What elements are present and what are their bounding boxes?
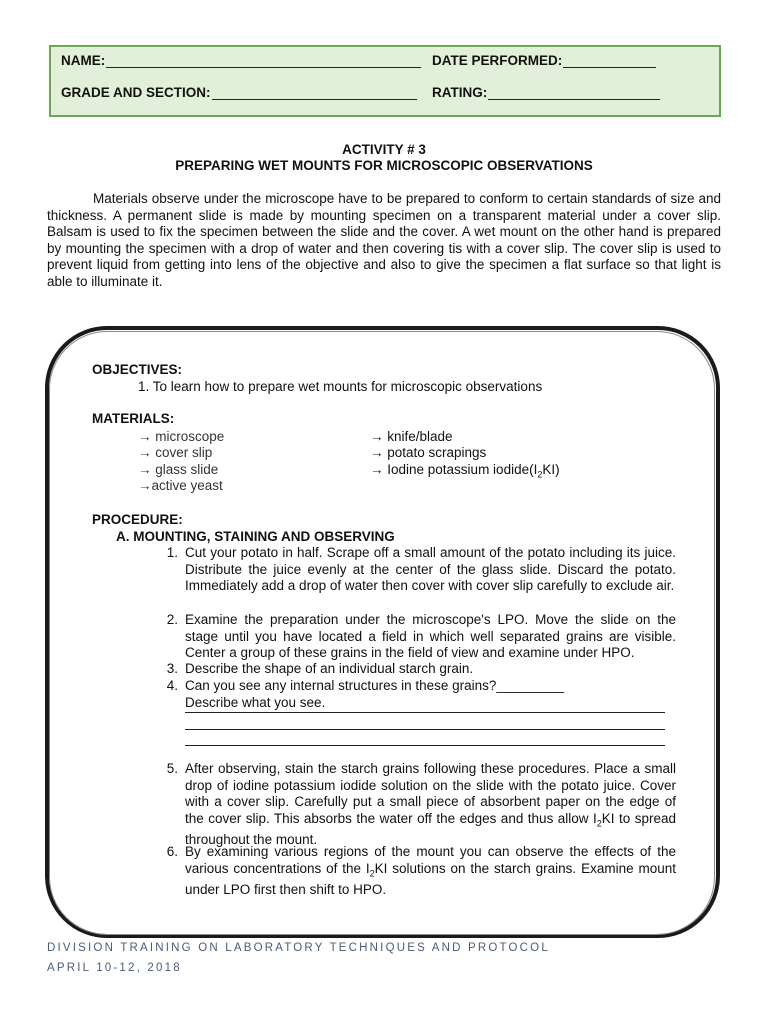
rating-blank[interactable] — [488, 85, 660, 100]
procedure-step: 2. Examine the preparation under the microscope's LPO. Move the slide on the stage until you have located a field in which well separated grains are visible. Center a group of these grains in the field of view and examine under HPO. — [166, 612, 676, 661]
procedure-step: 5. After observing, stain the starch grains following these procedures. Place a small drop of iodine potassium iodide solution on the slide with the potato juice. Cover with a cover slip. Carefully put a small piece of absorbent paper on the edge of the cover slip. This absorbs the water off the edges and thus allow $I_2KI$ to spread throughout the mount. — [166, 761, 677, 848]
activity-title: PREPARING WET MOUNTS FOR MICROSCOPIC OBSERVATIONS — [175, 158, 593, 173]
material-item: → glass slide — [138, 462, 219, 477]
section-a-heading: A. MOUNTING, STAINING AND OBSERVING — [116, 529, 395, 544]
procedure-step: 4. Can you see any internal structures in these grains?_________ Describe what you see. — [166, 678, 564, 710]
name-label: NAME: — [61, 53, 106, 68]
name-blank[interactable] — [106, 53, 421, 68]
material-item-iodine: → Iodine potassium $iodide(I_2KI)$ — [370, 462, 560, 480]
objectives-heading: OBJECTIVES: — [92, 362, 183, 377]
intro-paragraph — [47, 191, 721, 290]
procedure-step: 3. Describe the shape of an individual starch grain. — [166, 661, 474, 676]
rating-field — [432, 85, 660, 100]
date-performed-blank[interactable] — [563, 53, 656, 68]
answer-line[interactable] — [185, 729, 665, 730]
date-performed-label: DATE PERFORMED: — [432, 53, 563, 68]
intro-text: Materials observe under the microscope have to be prepared to conform to certain standards of size and thickness. A permanent slide is made by mounting specimen on a transparent material under a cover slip. Balsam is used to fix the specimen between the slide and the cover. A wet mount on the other hand is prepared by mounting the specimen with a drop of water and then covering tis with a cover slip. The cover slip is used to prevent liquid from getting into lens of the objective and also to give the specimen a flat surface so that light is able to illuminate it. — [47, 191, 721, 289]
footer-event-date: APRIL 10-12, 2018 — [47, 962, 182, 974]
material-item: →active yeast — [138, 478, 223, 493]
procedure-heading: PROCEDURE: — [92, 512, 183, 527]
grade-section-label: GRADE AND SECTION: — [61, 85, 211, 100]
procedure-step: 1. Cut your potato in half. Scrape off a small amount of the potato including its juice. Distribute the juice evenly at the center of the glass slide. Discard the potato. Immediately add a drop of water then cover with cover slip carefully to exclude air. — [166, 545, 676, 594]
name-field — [61, 53, 421, 68]
answer-line[interactable] — [185, 745, 665, 746]
answer-line[interactable] — [185, 712, 665, 713]
date-performed-field — [432, 53, 656, 68]
activity-number: ACTIVITY # 3 — [342, 142, 426, 157]
procedure-step: 6. By examining various regions of the mount you can observe the effects of the various concentrations of the $I_2KI$ solutions on the starch grains. Examine mount under LPO first then shift to HPO. — [166, 844, 676, 897]
material-item: → knife/blade — [370, 429, 453, 444]
material-item: → cover slip — [138, 445, 213, 460]
materials-heading: MATERIALS: — [92, 411, 175, 426]
material-item: → microscope — [138, 429, 225, 444]
grade-section-field — [61, 85, 417, 100]
objective-item: 1. To learn how to prepare wet mounts for microscopic observations — [138, 379, 543, 394]
grade-section-blank[interactable] — [212, 85, 417, 100]
rating-label: RATING: — [432, 85, 488, 100]
material-item: → potato scrapings — [370, 445, 487, 460]
footer-event-title: DIVISION TRAINING ON LABORATORY TECHNIQUES AND PROTOCOL — [47, 942, 550, 954]
